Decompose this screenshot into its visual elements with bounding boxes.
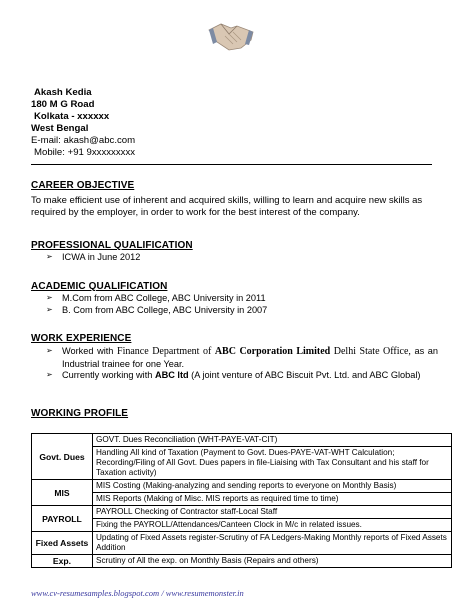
candidate-name: Akash Kedia xyxy=(34,87,92,98)
work-experience-heading: WORK EXPERIENCE xyxy=(31,333,132,344)
contact-block xyxy=(31,87,135,159)
table-row xyxy=(32,434,452,447)
table-row xyxy=(32,532,452,555)
header-divider xyxy=(31,164,432,165)
address-line-2: Kolkata - xxxxxx xyxy=(34,111,110,122)
work-item-1: ➢ Worked with Finance Department of ABC Corporation Limited Delhi State Office, as an Industrial trainee for one Year. xyxy=(46,346,439,369)
career-objective-text: To make efficient use of inherent and acquired skills, willing to learn and acquire new skills as required by the employer, in order to work for the best interest of the company. xyxy=(31,195,423,218)
working-profile-table xyxy=(31,433,452,568)
task-cell: MIS Costing (Making-analyzing and sending reports to everyone on Monthly Basis) xyxy=(93,480,452,493)
career-objective-heading: CAREER OBJECTIVE xyxy=(31,180,135,191)
footer-website-links[interactable]: www.cv-resumesamples.blogspot.com / www.resumemonster.in xyxy=(31,588,244,598)
arrow-bullet-icon: ➢ xyxy=(46,370,53,379)
arrow-bullet-icon: ➢ xyxy=(46,252,53,261)
mobile-line: Mobile: +91 9xxxxxxxxx xyxy=(34,147,136,158)
category-cell: PAYROLL xyxy=(32,506,93,532)
resume-page: Akash Kedia 180 M G Road Kolkata - xxxxxx West Bengal E-mail: akash@abc.com Mobile: +91 9xxxxxxxxx CAREER OBJECTIVE To make efficient use of inherent and acquired skills, willing to learn and acquire new skills as required by the employer, in order to work for the best interest of the company. PROFESSIONAL QUALIFICATION ➢ ICWA in June 2012 ACADEMIC QUALIFICATION ➢ M.Com from ABC College, ABC University in 2011 ➢ B. Com from ABC College, ABC University in 2007 WORK EXPERIENCE ➢ Worked with Finance Department of ABC Corporation Limited Delhi State Office, as an Industrial trainee for one Year. ➢ Currently working with ABC ltd (A joint venture of ABC Biscuit Pvt. Ltd. and ABC Global) WORKING PROFILE Govt. Dues GOVT. Dues Reconciliation (WHT-PAYE-VAT-CIT) Handling All kind of Taxation (Payment to Govt. Dues-PAYE-VAT-WHT Calculation; Recording/Filing of All Govt. Dues papers in file-Liaising with Tax Consultant and his staff for Taxation activity) MIS MIS Costing (Making-analyzing and sending reports to everyone on Monthly Basis) MIS Reports (Making of Misc. MIS reports as required time to time) PAYROLL PAYROLL Checking of Contractor staff-Local Staff Fixing the PAYROLL/Attendances/Canteen Clock in M/c in related issues. Fixed Assets Updating of Fixed Assets register-Scrutiny of FA Ledgers-Making Monthly reports of Fixed Assets Addition Exp. Scrutiny of All the exp. on Monthly Basis (Repairs and others) www.cv-resumesamples.blogspot.com / www.resumemonster.in xyxy=(0,0,467,608)
category-cell: Fixed Assets xyxy=(32,532,93,555)
working-profile-heading: WORKING PROFILE xyxy=(31,408,129,419)
category-cell: Govt. Dues xyxy=(32,434,93,480)
arrow-bullet-icon: ➢ xyxy=(46,305,53,314)
task-cell: GOVT. Dues Reconciliation (WHT-PAYE-VAT-CIT) xyxy=(93,434,452,447)
state-line: West Bengal xyxy=(31,123,89,134)
table-row xyxy=(32,555,452,568)
handshake-icon xyxy=(207,14,255,54)
arrow-bullet-icon: ➢ xyxy=(46,293,53,302)
arrow-bullet-icon: ➢ xyxy=(46,346,53,355)
task-cell: PAYROLL Checking of Contractor staff-Local Staff xyxy=(93,506,452,519)
task-cell: Fixing the PAYROLL/Attendances/Canteen Clock in M/c in related issues. xyxy=(93,519,452,532)
table-row xyxy=(32,519,452,532)
category-cell: MIS xyxy=(32,480,93,506)
task-cell: Handling All kind of Taxation (Payment to Govt. Dues-PAYE-VAT-WHT Calculation; Recording/Filing of All Govt. Dues papers in file-Liaising with Tax Consultant and his staff for Taxation activity) xyxy=(93,447,452,480)
email-line[interactable]: E-mail: akash@abc.com xyxy=(31,135,136,146)
table-row xyxy=(32,447,452,480)
table-row xyxy=(32,493,452,506)
task-cell: Scrutiny of All the exp. on Monthly Basis (Repairs and others) xyxy=(93,555,452,568)
academic-qualification-heading: ACADEMIC QUALIFICATION xyxy=(31,281,168,292)
work-item-2: ➢ Currently working with ABC ltd (A joint venture of ABC Biscuit Pvt. Ltd. and ABC Global) xyxy=(46,370,421,380)
task-cell: Updating of Fixed Assets register-Scrutiny of FA Ledgers-Making Monthly reports of Fixed Assets Addition xyxy=(93,532,452,555)
address-line-1: 180 M G Road xyxy=(31,99,95,110)
task-cell: MIS Reports (Making of Misc. MIS reports as required time to time) xyxy=(93,493,452,506)
table-row xyxy=(32,480,452,493)
professional-qualification-heading: PROFESSIONAL QUALIFICATION xyxy=(31,240,193,251)
table-row xyxy=(32,506,452,519)
category-cell: Exp. xyxy=(32,555,93,568)
